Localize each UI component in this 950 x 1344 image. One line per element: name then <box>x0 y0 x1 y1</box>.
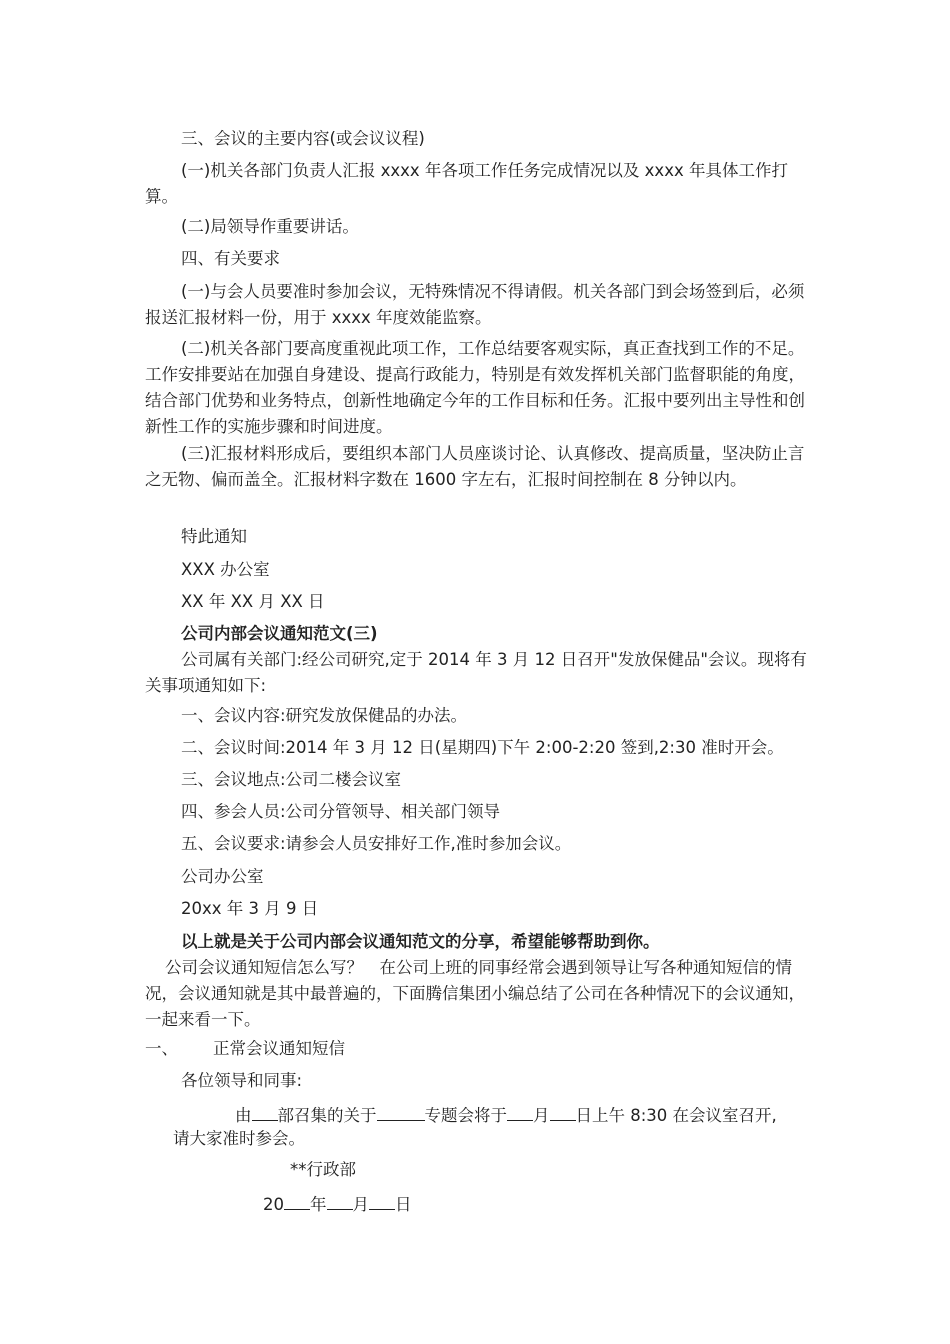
sms-heading-number: 一、 <box>145 1039 178 1058</box>
fill-in-blank <box>327 1189 353 1210</box>
sms-text: 专题会将于 <box>424 1106 507 1125</box>
fill-in-blank <box>369 1189 395 1210</box>
sms-date-line <box>263 1189 412 1218</box>
sms-intro: 公司会议通知短信怎么写？ 在公司上班的同事经常会遇到领导让写各种通知短信的情况，会议通知就是其中最普遍的，下面腾信集团小编总结了公司在各种情况下的会议通知，一起来看一下。 <box>145 958 805 1029</box>
notice-phrase: 特此通知 <box>181 527 247 546</box>
sample-3-intro: 公司属有关部门:经公司研究,定于 2014 年 3 月 12 日召开"发放保健品"会议。现将有关事项通知如下: <box>145 650 807 695</box>
sample-3-item: 五、会议要求:请参会人员安排好工作,准时参加会议。 <box>181 834 572 853</box>
sample-3-item: 四、参会人员:公司分管领导、相关部门领导 <box>181 802 501 821</box>
sample-3-title: 公司内部会议通知范文(三) <box>181 624 378 643</box>
section-4-heading: 四、有关要求 <box>181 249 280 268</box>
sample-3-date: 20xx 年 3 月 9 日 <box>181 899 319 918</box>
sms-template-line-2: 请大家准时参会。 <box>173 1129 305 1148</box>
sms-text: 20 <box>263 1195 284 1214</box>
sample-3-item: 一、会议内容:研究发放保健品的办法。 <box>181 706 468 725</box>
fill-in-blank <box>252 1100 278 1121</box>
section-4-item-1: (一)与会人员要准时参加会议，无特殊情况不得请假。机关各部门到会场签到后，必须报送汇报材料一份，用于 xxxx 年度效能监察。 <box>145 282 805 327</box>
sms-signer: **行政部 <box>290 1160 356 1179</box>
section-3-heading: 三、会议的主要内容(或会议议程) <box>181 129 425 148</box>
fill-in-blank <box>284 1189 310 1210</box>
sms-text: 月 <box>352 1195 369 1214</box>
sample-3-item: 三、会议地点:公司二楼会议室 <box>181 770 402 789</box>
sms-template-line-1 <box>235 1100 777 1129</box>
fill-in-blank <box>550 1100 576 1121</box>
issuing-office: XXX 办公室 <box>181 560 270 579</box>
fill-in-blank <box>507 1100 533 1121</box>
sms-text: 月 <box>533 1106 550 1125</box>
sms-greeting: 各位领导和同事: <box>181 1071 303 1090</box>
summary-text: 以上就是关于公司内部会议通知范文的分享，希望能够帮助到你。 <box>181 932 660 951</box>
issue-date: XX 年 XX 月 XX 日 <box>181 592 325 611</box>
section-4-item-2: (二)机关各部门要高度重视此项工作，工作总结要客观实际，真正查找到工作的不足。工作安排要站在加强自身建设、提高行政能力，特别是有效发挥机关部门监督职能的角度，结合部门优势和业务特点，创新性地确定今年的工作目标和任务。汇报中要列出主导性和创新性工作的实施步骤和时间进度。 <box>145 339 805 436</box>
sample-3-office: 公司办公室 <box>181 867 264 886</box>
section-4-item-3: (三)汇报材料形成后，要组织本部门人员座谈讨论、认真修改、提高质量，坚决防止言之无物、偏而盖全。汇报材料字数在 1600 字左右，汇报时间控制在 8 分钟以内。 <box>145 444 805 489</box>
sms-text: 日上午 8:30 在会议室召开, <box>575 1106 777 1125</box>
sample-3-item: 二、会议时间:2014 年 3 月 12 日(星期四)下午 2:00-2:20 签到,2:30 准时开会。 <box>181 738 784 757</box>
sms-heading: 正常会议通知短信 <box>213 1039 345 1058</box>
section-3-item-1: (一)机关各部门负责人汇报 xxxx 年各项工作任务完成情况以及 xxxx 年具体工作打算。 <box>145 161 788 206</box>
fill-in-blank <box>377 1100 425 1121</box>
sms-text: 由 <box>235 1106 252 1125</box>
sms-text: 部召集的关于 <box>277 1106 377 1125</box>
section-3-item-2: (二)局领导作重要讲话。 <box>181 217 359 236</box>
sms-text: 年 <box>310 1195 327 1214</box>
sms-text: 日 <box>395 1195 412 1214</box>
